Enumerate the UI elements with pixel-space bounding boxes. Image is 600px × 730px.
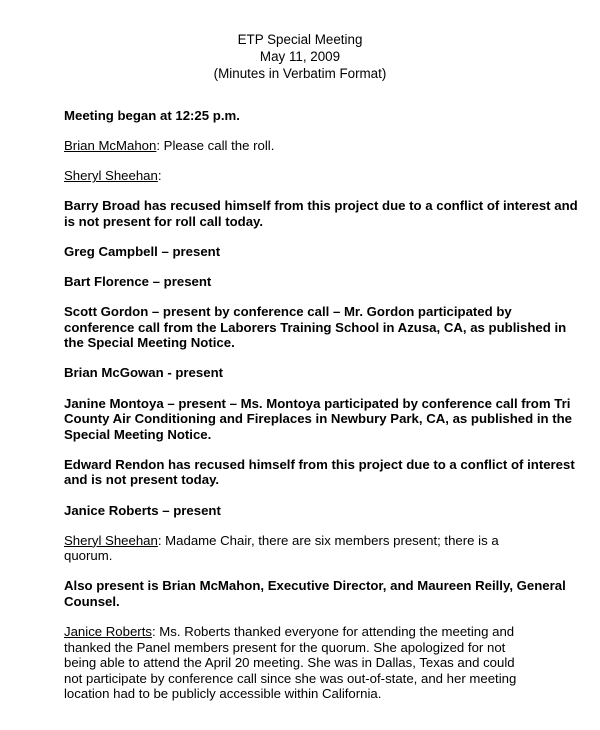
speech-roberts: Janice Roberts: Ms. Roberts thanked everyone for attending the meeting and thanked the Panel members present for the quorum. She apologized for not being able to attend the April 20 meeting. She was in Dallas, Texas and could not participate by conference call since she was out-of-state, and her meeting location had to be publicly accessible within California. [64,623,517,702]
speaker-name: Janice Roberts [64,623,152,639]
minutes-body [64,108,578,716]
also-present: Also present is Brian McMahon, Executive Director, and Maureen Reilly, General Counsel. [64,578,566,609]
roll-gordon: Scott Gordon – present by conference call – Mr. Gordon participated by conference call from the Laborers Training School in Azusa, CA, as published in the Special Meeting Notice. [64,304,567,351]
roll-mcgowan: Brian McGowan - present [64,365,224,381]
roll-rendon: Edward Rendon has recused himself from this project due to a conflict of interest and is not present today. [64,456,575,488]
roll-florence: Bart Florence – present [64,274,212,290]
document-header [0,31,600,82]
speech-text: : Please call the roll. [156,138,275,154]
speaker-name: Brian McMahon [64,138,157,154]
minutes-format: (Minutes in Verbatim Format) [213,66,387,81]
speaker-name: Sheryl Sheehan [64,532,158,548]
roll-broad: Barry Broad has recused himself from this project due to a conflict of interest and is not present for roll call today. [64,198,578,229]
meeting-start: Meeting began at 12:25 p.m. [64,108,240,123]
speech-sheehan: Sheryl Sheehan: [64,168,162,184]
roll-campbell: Greg Campbell – present [64,243,221,259]
roll-roberts: Janice Roberts – present [64,502,221,518]
speech-mcmahon [64,138,560,154]
roll-montoya: Janine Montoya – present – Ms. Montoya participated by conference call from Tri County Air Conditioning and Fireplaces in Newbury Park, CA, as published in the Special Meeting Notice. [64,395,573,442]
speech-sheehan-quorum: Sheryl Sheehan: Madame Chair, there are six members present; there is a quorum. [64,532,499,564]
meeting-title: ETP Special Meeting [237,32,363,47]
speaker-name: Sheryl Sheehan [64,168,158,184]
meeting-date: May 11, 2009 [259,49,341,64]
